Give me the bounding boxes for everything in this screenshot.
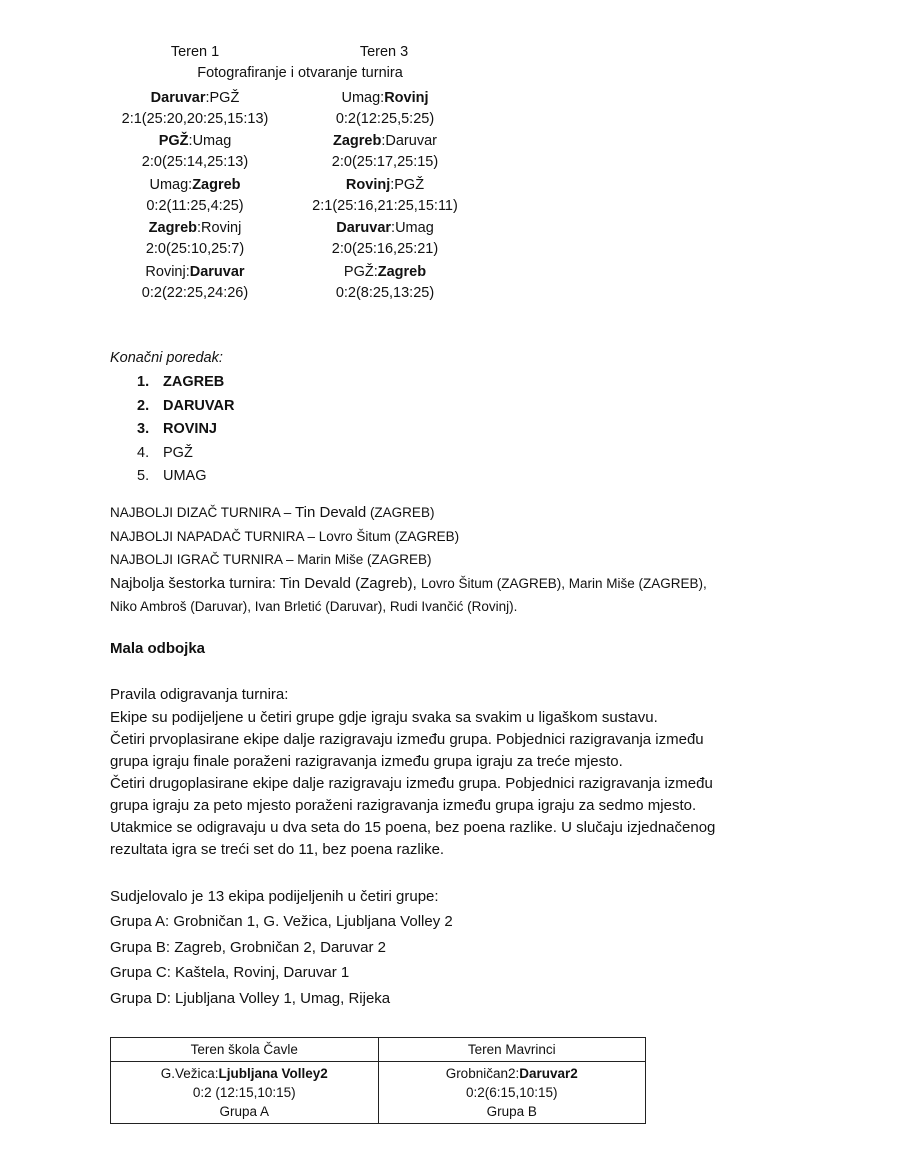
team-away: Umag <box>192 133 232 149</box>
team-separator: : <box>188 133 193 149</box>
match-teams <box>270 175 500 196</box>
rules-line: Utakmice se odigravaju u dva seta do 15 poena, bez poena razlike. U slučaju izjednačenog <box>110 819 716 836</box>
rules-line: Ekipe su podijeljene u četiri grupe gdje igraju svaka sa svakim u ligaškom sustavu. <box>110 709 658 726</box>
match-teams <box>270 131 500 152</box>
award-best-six-rest: Lovro Šitum (ZAGREB), Marin Miše (ZAGREB), <box>420 575 707 591</box>
standing-rank: 3. <box>137 421 150 437</box>
match-score: 0:2(11:25,4:25) <box>146 198 244 214</box>
rules-heading: Pravila odigravanja turnira: <box>110 686 289 703</box>
team-separator: : <box>373 264 378 280</box>
team-separator: : <box>391 220 396 236</box>
standing-team: ROVINJ <box>163 421 217 437</box>
standing-team: PGŽ <box>163 444 193 461</box>
match-score: 0:2 (12:15,10:15) <box>192 1085 296 1100</box>
team-away: Umag <box>395 220 434 236</box>
mala-odbojka-schedule-table <box>110 1037 646 1124</box>
match-score: 0:2(22:25,24:26) <box>141 285 249 301</box>
award-best-six-label: Najbolja šestorka turnira: Tin Devald (Zagreb), <box>110 574 421 592</box>
team-separator: : <box>214 1066 219 1081</box>
match-score: 2:1(25:20,20:25,15:13) <box>121 111 269 127</box>
team-home: Daruvar <box>150 90 206 106</box>
standing-rank: 2. <box>137 397 150 414</box>
team-home: Rovinj <box>345 177 391 193</box>
match-score: 2:1(25:16,21:25,15:11) <box>312 198 458 214</box>
team-separator: : <box>390 177 395 193</box>
team-away: Ljubljana Volley2 <box>218 1066 328 1081</box>
standing-item <box>137 442 234 466</box>
team-home: PGŽ <box>343 264 374 280</box>
match-court-3 <box>270 262 500 304</box>
team-away: Rovinj <box>201 220 242 236</box>
standing-rank: 5. <box>137 468 150 484</box>
award-best-six <box>110 572 890 596</box>
team-separator: : <box>381 133 386 149</box>
match-court-3 <box>270 131 500 173</box>
team-away: Zagreb <box>377 264 427 280</box>
team-separator: : <box>188 177 193 193</box>
match-score: 2:0(25:16,25:21) <box>331 241 439 257</box>
standing-team: DARUVAR <box>163 397 235 414</box>
team-home: Umag <box>341 90 381 106</box>
rules-line: Četiri drugoplasirane ekipe dalje razigravaju između grupa. Pobjednici razigravanja između <box>110 775 713 792</box>
award-best-setter-label: NAJBOLJI DIZAČ TURNIRA – <box>110 505 296 520</box>
team-away: Zagreb <box>192 177 241 193</box>
match-score: 2:0(25:10,25:7) <box>145 241 245 257</box>
team-separator: : <box>515 1066 520 1081</box>
standing-item <box>137 418 234 442</box>
team-home: Zagreb <box>333 133 382 149</box>
match-score: 2:0(25:14,25:13) <box>141 154 249 170</box>
award-best-attacker: NAJBOLJI NAPADAČ TURNIRA – Lovro Šitum (ZAGREB) <box>110 528 460 544</box>
standing-team: ZAGREB <box>163 374 225 390</box>
team-home: Umag <box>149 177 189 193</box>
group-line: Grupa C: Kaštela, Rovinj, Daruvar 1 <box>110 964 350 981</box>
group-line: Grupa B: Zagreb, Grobničan 2, Daruvar 2 <box>110 938 386 956</box>
match-court-3 <box>270 218 500 260</box>
team-separator: : <box>205 90 210 106</box>
court-header-teren-3: Teren 3 <box>359 44 409 60</box>
match-score: 2:0(25:17,25:15) <box>331 154 439 170</box>
rules-line: rezultata igra se treći set do 11, bez poena razlike. <box>110 841 445 858</box>
award-best-player: NAJBOLJI IGRAČ TURNIRA – Marin Miše (ZAGREB) <box>110 552 432 567</box>
award-best-setter-name: Tin Devald <box>295 504 367 521</box>
groups-list <box>110 909 453 1011</box>
team-away: Daruvar2 <box>519 1066 578 1081</box>
match-teams <box>383 1064 642 1083</box>
match-score: 0:2(12:25,5:25) <box>335 111 435 127</box>
match-score: 0:2(8:25,13:25) <box>335 285 435 301</box>
standing-rank: 4. <box>137 444 150 461</box>
standing-team: UMAG <box>163 468 207 484</box>
team-away: PGŽ <box>209 90 240 106</box>
team-separator: : <box>197 220 202 236</box>
groups-intro: Sudjelovalo je 13 ekipa podijeljenih u četiri grupe: <box>110 888 439 905</box>
team-away: Rovinj <box>384 90 429 106</box>
opening-ceremony: Fotografiranje i otvaranje turnira <box>197 65 403 81</box>
rules-line: grupa igraju finale poraženi razigravanja između grupa igraju za treće mjesto. <box>110 753 623 770</box>
team-home: Grobničan2 <box>445 1066 516 1081</box>
court-header-teren-1: Teren 1 <box>170 44 220 60</box>
team-home: Daruvar <box>336 220 392 236</box>
awards-section <box>110 501 890 619</box>
match-group: Grupa B <box>486 1104 537 1119</box>
match-court-3 <box>270 175 500 217</box>
match-court-3 <box>270 88 500 130</box>
group-line: Grupa D: Ljubljana Volley 1, Umag, Rijeka <box>110 989 391 1007</box>
rules-line: grupa igraju za peto mjesto poraženi razigravanja između grupa igraju za sedmo mjesto. <box>110 797 697 814</box>
match-teams <box>270 88 500 109</box>
group-line: Grupa A: Grobničan 1, G. Vežica, Ljubljana Volley 2 <box>110 913 453 930</box>
rules-text <box>110 707 890 861</box>
team-home: Rovinj <box>145 264 186 280</box>
award-best-six-line2: Niko Ambroš (Daruvar), Ivan Brletić (Daruvar), Rudi Ivančić (Rovinj). <box>110 599 518 614</box>
award-best-setter-team: (ZAGREB) <box>366 505 435 520</box>
team-home: Zagreb <box>148 220 197 236</box>
match-teams <box>115 1064 374 1083</box>
standing-item <box>137 371 234 395</box>
table-header-teren-mavrinci: Teren Mavrinci <box>378 1038 646 1062</box>
match-score: 0:2(6:15,10:15) <box>465 1085 558 1100</box>
team-separator: : <box>185 264 190 280</box>
standing-item <box>137 395 234 419</box>
final-standings-heading: Konačni poredak: <box>110 350 223 366</box>
award-best-setter <box>110 501 890 525</box>
standing-item <box>137 465 234 489</box>
table-cell-match <box>111 1062 379 1124</box>
table-header-teren-cavle: Teren škola Čavle <box>111 1038 379 1062</box>
match-teams <box>270 218 500 239</box>
team-away: PGŽ <box>394 177 425 193</box>
team-separator: : <box>380 90 385 106</box>
rules-line: Četiri prvoplasirane ekipe dalje razigravaju između grupa. Pobjednici razigravanja između <box>110 731 704 748</box>
table-cell-match <box>378 1062 646 1124</box>
match-teams <box>270 262 500 283</box>
team-home: PGŽ <box>158 133 189 149</box>
team-away: Daruvar <box>189 264 245 280</box>
final-standings-list <box>137 371 234 489</box>
team-home: G.Vežica <box>160 1066 215 1081</box>
section-title-mala-odbojka: Mala odbojka <box>110 640 206 657</box>
team-away: Daruvar <box>385 133 437 149</box>
standing-rank: 1. <box>137 374 150 390</box>
match-group: Grupa A <box>219 1104 270 1119</box>
